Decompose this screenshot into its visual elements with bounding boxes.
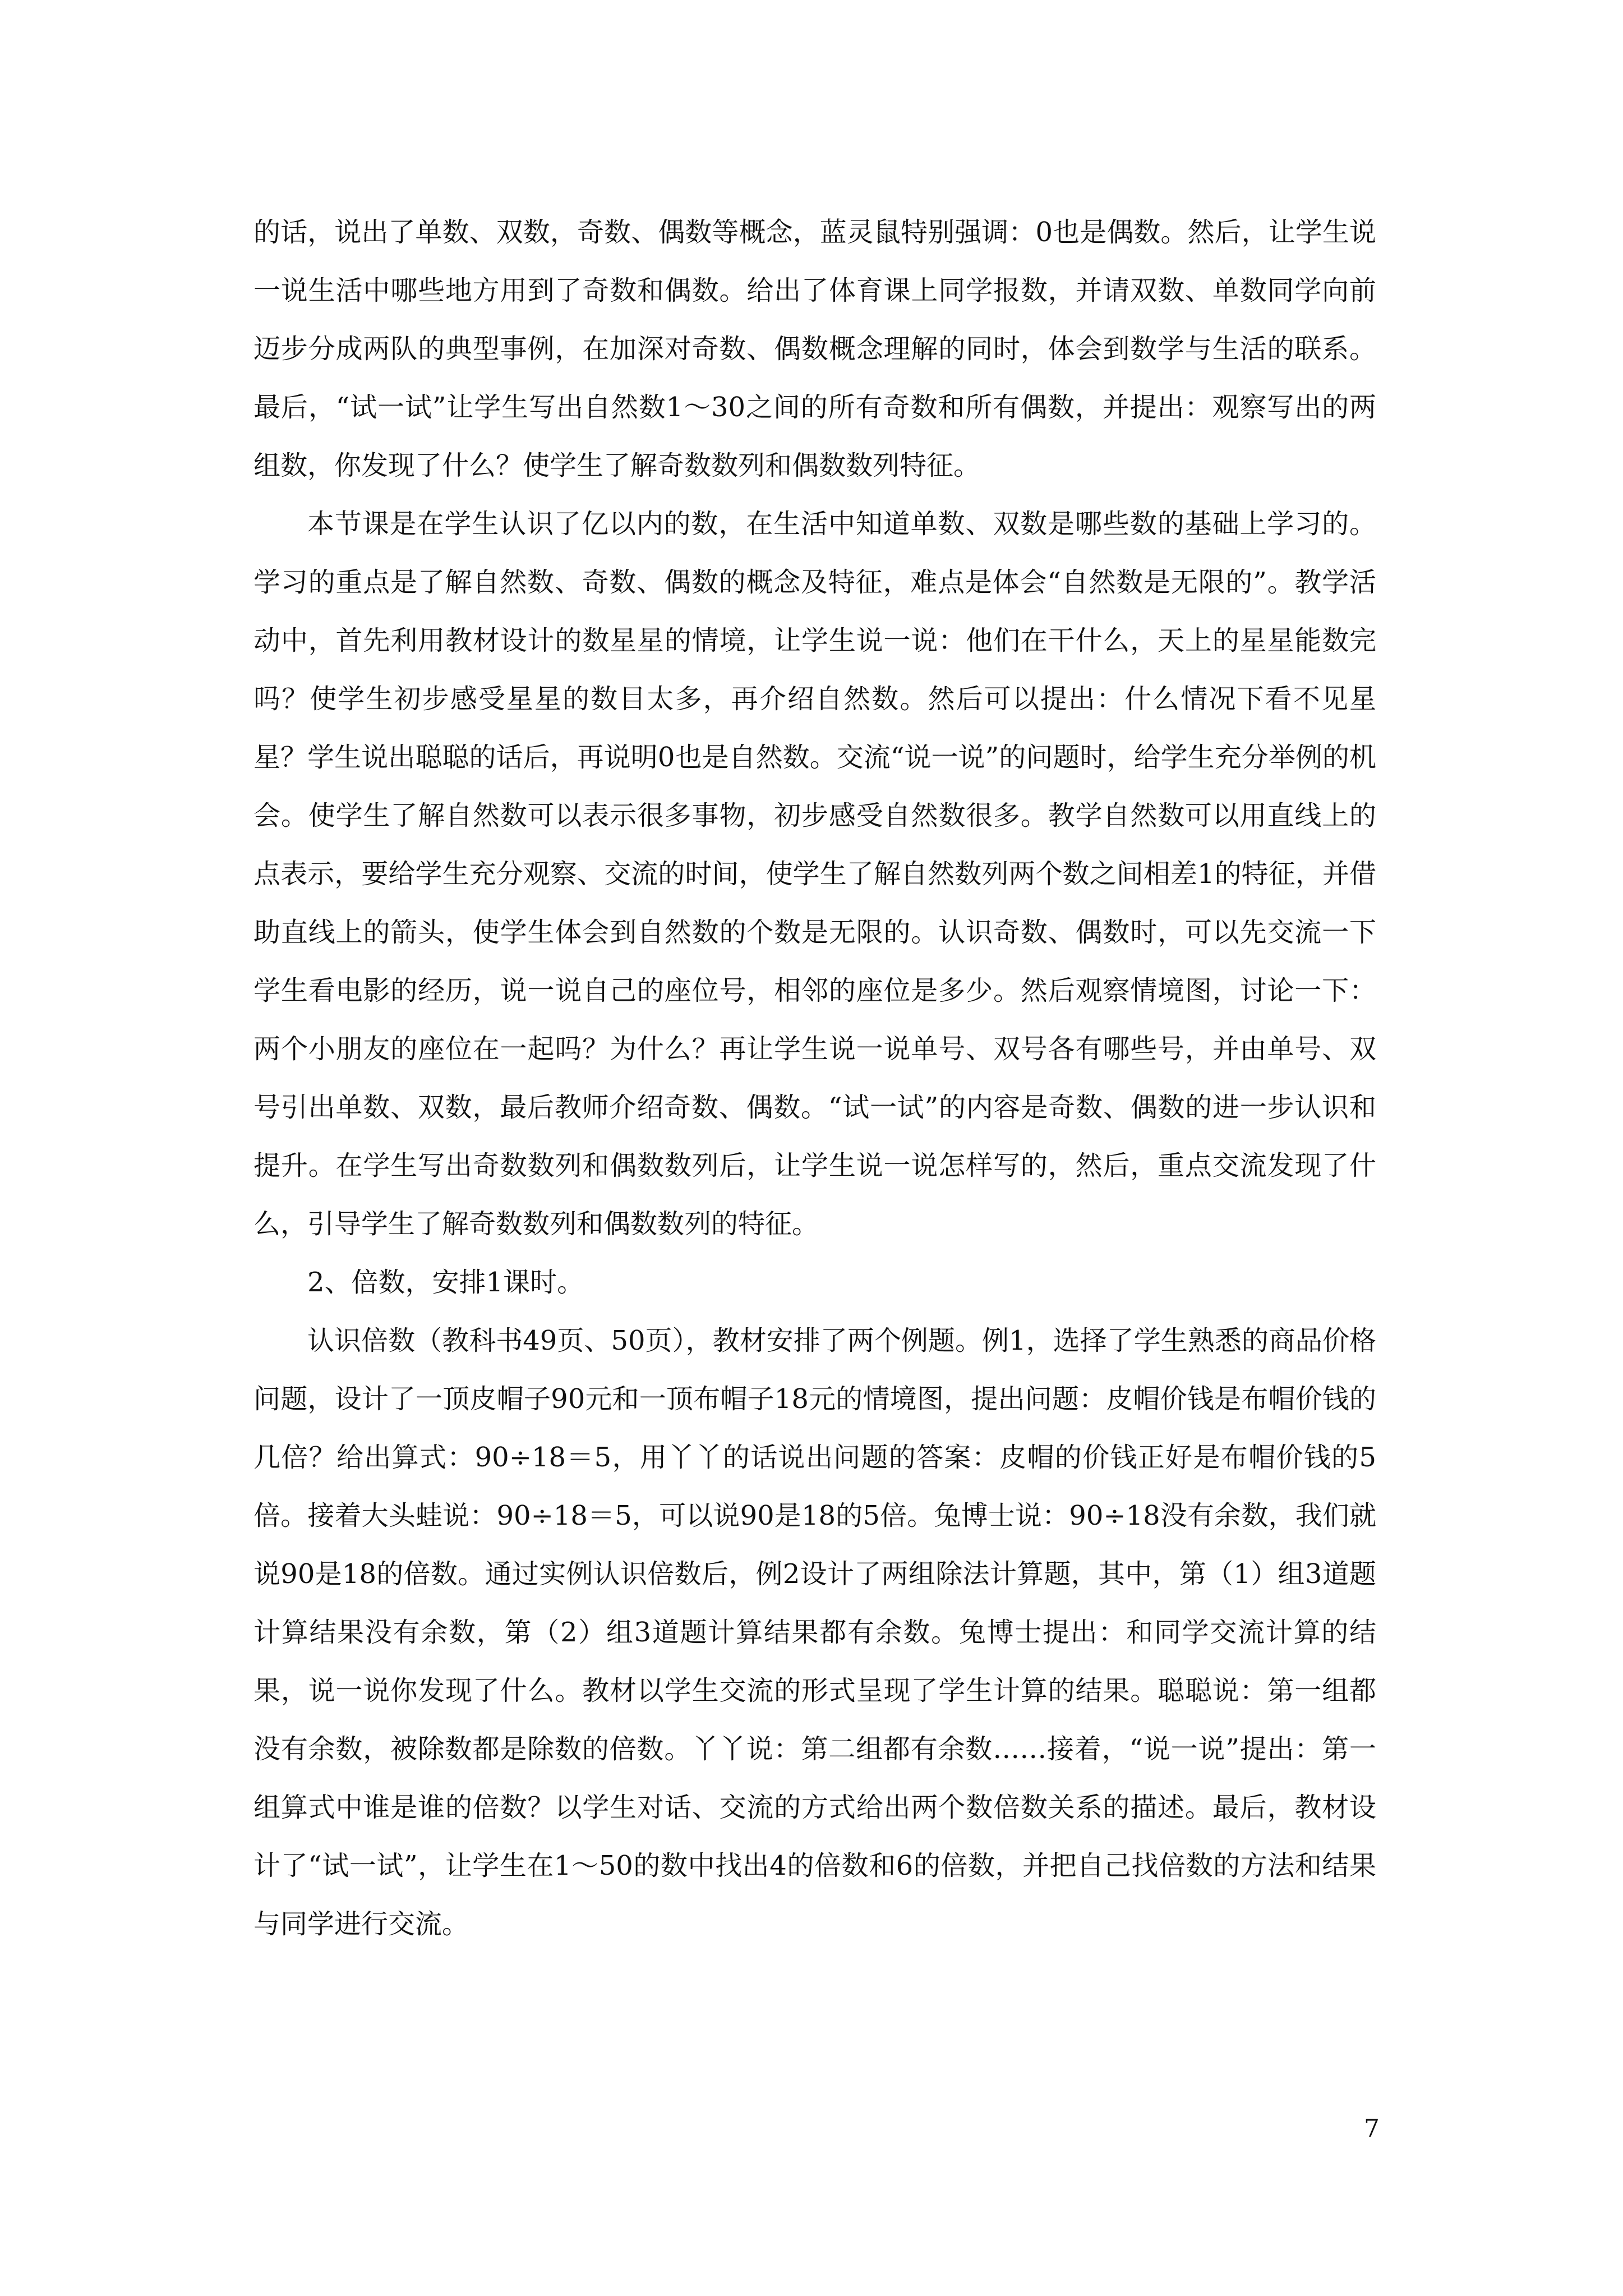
paragraph-lesson-analysis: 本节课是在学生认识了亿以内的数，在生活中知道单数、双数是哪些数的基础上学习的。学习的重点是了解自然数、奇数、偶数的概念及特征，难点是体会“自然数是无限的”。教学活动中，首先利用教材设计的数星星的情境，让学生说一说：他们在干什么，天上的星星能数完吗？使学生初步感受星星的数目太多，再介绍自然数。然后可以提出：什么情况下看不见星星？学生说出聪聪的话后，再说明0也是自然数。交流“说一说”的问题时，给学生充分举例的机会。使学生了解自然数可以表示很多事物，初步感受自然数很多。教学自然数可以用直线上的点表示，要给学生充分观察、交流的时间，使学生了解自然数列两个数之间相差1的特征，并借助直线上的箭头，使学生体会到自然数的个数是无限的。认识奇数、偶数时，可以先交流一下学生看电影的经历，说一说自己的座位号，相邻的座位是多少。然后观察情境图，讨论一下：两个小朋友的座位在一起吗？为什么？再让学生说一说单号、双号各有哪些号，并由单号、双号引出单数、双数，最后教师介绍奇数、偶数。“试一试”的内容是奇数、偶数的进一步认识和提升。在学生写出奇数数列和偶数数列后，让学生说一说怎样写的，然后，重点交流发现了什么，引导学生了解奇数数列和偶数数列的特征。: [253, 508, 1376, 1240]
paragraph-multiples-content: 认识倍数（教科书49页、50页），教材安排了两个例题。例1，选择了学生熟悉的商品价格问题，设计了一顶皮帽子90元和一顶布帽子18元的情境图，提出问题：皮帽价钱是布帽价钱的几倍？给出算式：90÷18＝5，用丫丫的话说出问题的答案：皮帽的价钱正好是布帽价钱的5倍。接着大头蛙说：90÷18＝5，可以说90是18的5倍。兔博士说：90÷18没有余数，我们就说90是18的倍数。通过实例认识倍数后，例2设计了两组除法计算题，其中，第（1）组3道题计算结果没有余数，第（2）组3道题计算结果都有余数。兔博士提出：和同学交流计算的结果，说一说你发现了什么。教材以学生交流的形式呈现了学生计算的结果。聪聪说：第一组都没有余数，被除数都是除数的倍数。丫丫说：第二组都有余数……接着，“说一说”提出：第一组算式中谁是谁的倍数？以学生对话、交流的方式给出两个数倍数关系的描述。最后，教材设计了“试一试”，让学生在1～50的数中找出4的倍数和6的倍数，并把自己找倍数的方法和结果与同学进行交流。: [253, 1325, 1376, 1940]
paragraph-section-heading-multiples: 2、倍数，安排1课时。: [307, 1267, 584, 1298]
paragraph-odd-even-intro: 的话，说出了单数、双数，奇数、偶数等概念，蓝灵鼠特别强调：0也是偶数。然后，让学生说一说生活中哪些地方用到了奇数和偶数。给出了体育课上同学报数，并请双数、单数同学向前迈步分成两队的典型事例，在加深对奇数、偶数概念理解的同时，体会到数学与生活的联系。最后，“试一试”让学生写出自然数1～30之间的所有奇数和所有偶数，并提出：观察写出的两组数，你发现了什么？使学生了解奇数数列和偶数数列特征。: [253, 217, 1376, 481]
body-text: [253, 203, 1376, 1953]
page-number: 7: [1364, 2114, 1380, 2143]
